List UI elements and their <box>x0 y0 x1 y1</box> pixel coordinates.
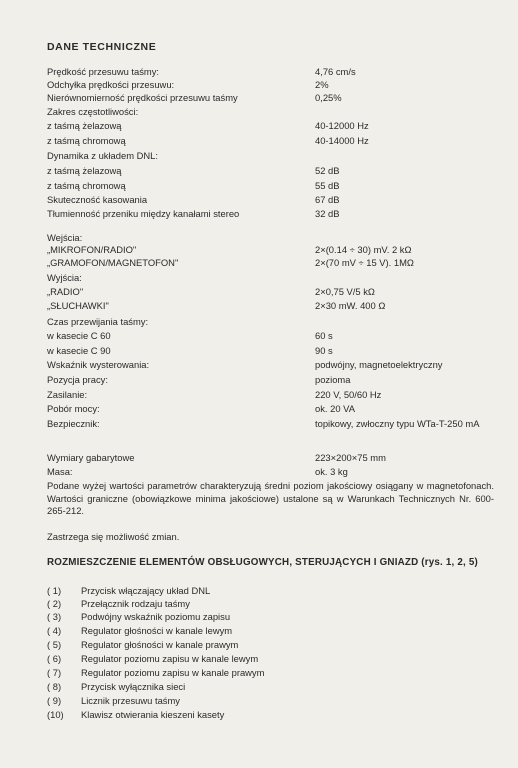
spec-value: 32 dB <box>315 208 340 219</box>
list-item-text: Klawisz otwierania kieszeni kasety <box>81 709 225 720</box>
spec-label: Wyjścia: <box>47 272 82 283</box>
spec-label: Skuteczność kasowania <box>47 194 148 205</box>
spec-label: Prędkość przesuwu taśmy: <box>47 66 160 77</box>
spec-label: Zakres częstotliwości: <box>47 106 139 117</box>
spec-label: „MIKROFON/RADIO" <box>47 244 137 255</box>
reserve-note: Zastrzega się możliwość zmian. <box>47 531 180 542</box>
list-item-text: Regulator poziomu zapisu w kanale lewym <box>81 653 259 664</box>
spec-value: 67 dB <box>315 194 340 205</box>
spec-value: 4,76 cm/s <box>315 66 356 77</box>
spec-value: 40-14000 Hz <box>315 135 369 146</box>
list-item-number: ( 5) <box>47 639 62 650</box>
spec-label: Nierównomierność prędkości przesuwu taśmy <box>47 92 238 103</box>
spec-value: 60 s <box>315 330 333 341</box>
spec-value: 55 dB <box>315 180 340 191</box>
list-item-number: ( 9) <box>47 695 62 706</box>
list-item-number: ( 4) <box>47 625 62 636</box>
list-item-text: Przycisk włączający układ DNL <box>81 585 211 596</box>
list-item-text: Licznik przesuwu taśmy <box>81 695 180 706</box>
list-item <box>47 667 264 679</box>
spec-value: 40-12000 Hz <box>315 120 369 131</box>
spec-value: 52 dB <box>315 165 340 176</box>
spec-value: 0,25% <box>315 92 342 103</box>
spec-label: Pobór mocy: <box>47 403 100 414</box>
spec-label: Czas przewijania taśmy: <box>47 316 149 327</box>
spec-label: Wymiary gabarytowe <box>47 452 135 463</box>
spec-value: 220 V, 50/60 Hz <box>315 389 382 400</box>
section-title: ROZMIESZCZENIE ELEMENTÓW OBSŁUGOWYCH, STERUJĄCYCH I GNIAZD (rys. 1, 2, 5) <box>47 557 479 568</box>
list-item <box>47 639 238 651</box>
list-item-text: Podwójny wskaźnik poziomu zapisu <box>81 611 231 622</box>
spec-value: 2×(0.14 ÷ 30) mV. 2 kΩ <box>315 244 412 255</box>
spec-value: 2×(70 mV ÷ 15 V). 1MΩ <box>315 257 414 268</box>
list-item-text: Przełącznik rodzaju taśmy <box>81 598 190 609</box>
list-item-number: ( 8) <box>47 681 62 692</box>
spec-label: Dynamika z układem DNL: <box>47 150 158 161</box>
spec-label: Bezpiecznik: <box>47 418 100 429</box>
list-item-number: ( 2) <box>47 598 62 609</box>
list-item-number: ( 7) <box>47 667 62 678</box>
spec-label: z taśmą żelazową <box>47 165 122 176</box>
spec-value: 2% <box>315 79 329 90</box>
list-item-number: (10) <box>47 709 64 720</box>
page-title: DANE TECHNICZNE <box>47 41 157 53</box>
list-item-text: Regulator głośności w kanale prawym <box>81 639 239 650</box>
spec-label: „SŁUCHAWKI" <box>47 300 109 311</box>
spec-label: Tłumienność przeniku między kanałami stereo <box>47 208 240 219</box>
spec-label: „RADIO" <box>47 286 84 297</box>
spec-value: 2×30 mW. 400 Ω <box>315 300 386 311</box>
list-item <box>47 695 180 707</box>
list-item <box>47 611 230 623</box>
spec-label: w kasecie C 60 <box>47 330 111 341</box>
spec-value: topikowy, zwłoczny typu WTa-T-250 mA <box>315 418 480 429</box>
spec-label: z taśmą żelazową <box>47 120 122 131</box>
spec-value: ok. 3 kg <box>315 466 348 477</box>
spec-label: z taśmą chromową <box>47 135 126 146</box>
spec-label: w kasecie C 90 <box>47 345 111 356</box>
note-paragraph: Podane wyżej wartości parametrów charakteryzują średni poziom jakościowy osiągany w magnetofonach. Wartości graniczne (obowiązkowe minima jakościowe) ustalone są w Warunkach Technicznych Nr. 600-265-212. <box>47 480 494 517</box>
list-item-text: Przycisk wyłącznika sieci <box>81 681 186 692</box>
list-item-number: ( 3) <box>47 611 62 622</box>
spec-label: Zasilanie: <box>47 389 88 400</box>
spec-label: z taśmą chromową <box>47 180 126 191</box>
spec-value: 90 s <box>315 345 333 356</box>
spec-label: Wejścia: <box>47 232 83 243</box>
list-item <box>47 681 185 693</box>
list-item <box>47 598 190 610</box>
spec-value: ok. 20 VA <box>315 403 355 414</box>
spec-label: Masa: <box>47 466 73 477</box>
spec-value: pozioma <box>315 374 351 385</box>
spec-label: Odchyłka prędkości przesuwu: <box>47 79 175 90</box>
spec-label: Pozycja pracy: <box>47 374 108 385</box>
list-item <box>47 585 210 597</box>
list-item <box>47 625 232 637</box>
list-item-number: ( 1) <box>47 585 62 596</box>
list-item <box>47 709 224 721</box>
list-item-number: ( 6) <box>47 653 62 664</box>
spec-label: Wskaźnik wysterowania: <box>47 359 150 370</box>
spec-value: 2×0,75 V/5 kΩ <box>315 286 375 297</box>
spec-label: „GRAMOFON/MAGNETOFON" <box>47 257 179 268</box>
list-item-text: Regulator głośności w kanale lewym <box>81 625 233 636</box>
spec-value: podwójny, magnetoelektryczny <box>315 359 443 370</box>
list-item <box>47 653 258 665</box>
spec-value: 223×200×75 mm <box>315 452 386 463</box>
list-item-text: Regulator poziomu zapisu w kanale prawym <box>81 667 265 678</box>
